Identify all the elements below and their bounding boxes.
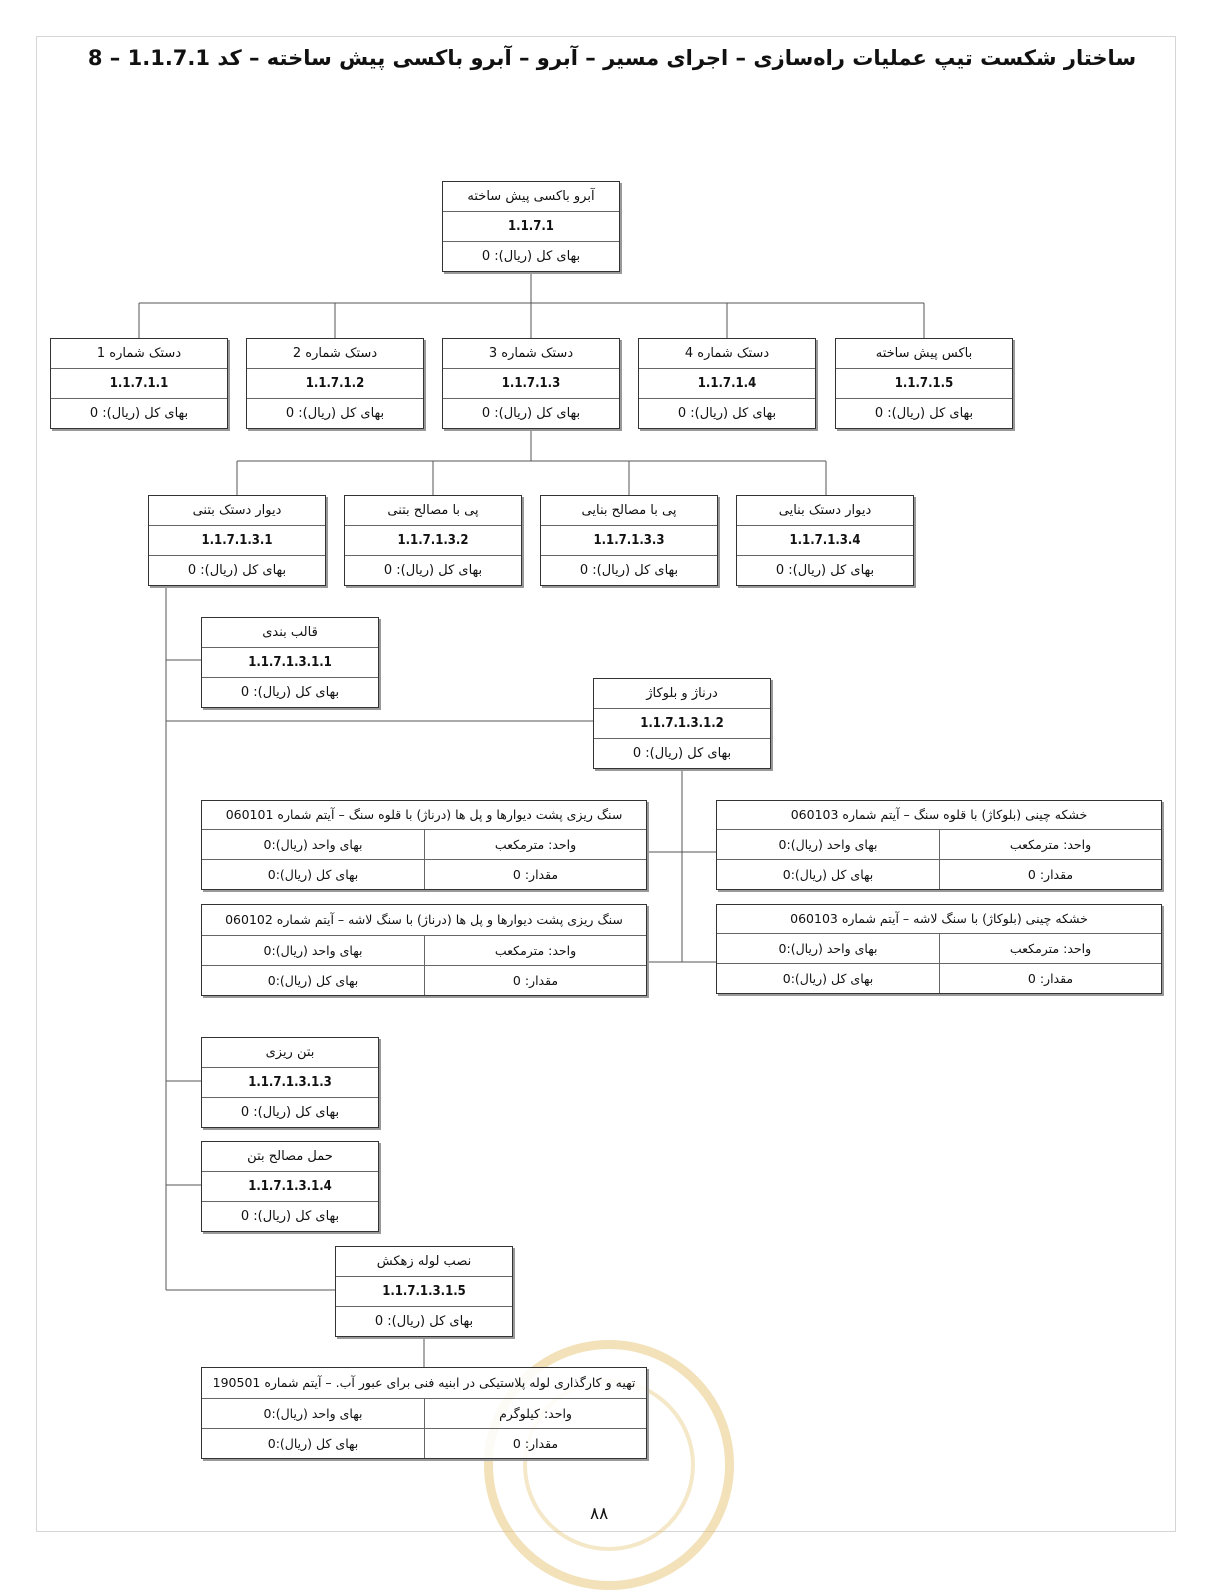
wbs-node-5 xyxy=(835,338,1013,429)
node-name: باکس پیش ساخته xyxy=(836,339,1012,369)
node-code: 1.1.7.1.1 xyxy=(51,369,227,399)
node-code: 1.1.7.1.3.4 xyxy=(737,526,913,556)
node-code: 1.1.7.1.3.1.4 xyxy=(202,1172,378,1202)
wbs-node-3-1-2 xyxy=(593,678,771,769)
wbs-node-3-1-1 xyxy=(201,617,379,708)
node-price: بهای کل (ریال): 0 xyxy=(874,406,974,421)
page-title: ساختار شکست تیپ عملیات راه‌سازی – اجرای مسیر – آبرو – آبرو باکسی پیش ساخته – کد 1.1.7.1 – 8 xyxy=(87,46,1137,70)
node-name: بتن ریزی xyxy=(202,1038,378,1068)
item-unit-price: بهای واحد (ریال):0 xyxy=(202,936,424,966)
node-code: 1.1.7.1.3.3 xyxy=(541,526,717,556)
item-title: خشکه چینی (بلوکاژ) با سنگ لاشه – آیتم شماره 060103 xyxy=(717,905,1161,934)
item-unit: واحد: کیلوگرم xyxy=(424,1399,646,1429)
wbs-node-1 xyxy=(50,338,228,429)
wbs-node-3-1-5 xyxy=(335,1246,513,1337)
node-name: دستک شماره 3 xyxy=(443,339,619,369)
wbs-node-2 xyxy=(246,338,424,429)
item-total: بهای کل (ریال):0 xyxy=(267,1436,359,1451)
node-name: دستک شماره 2 xyxy=(247,339,423,369)
item-unit-price: بهای واحد (ریال):0 xyxy=(717,830,939,860)
node-price: بهای کل (ریال): 0 xyxy=(579,563,679,578)
node-name: قالب بندی xyxy=(202,618,378,648)
node-price: بهای کل (ریال): 0 xyxy=(632,746,732,761)
page-number: ۸۸ xyxy=(590,1504,609,1524)
wbs-node-3-4 xyxy=(736,495,914,586)
node-name: دستک شماره 4 xyxy=(639,339,815,369)
node-code: 1.1.7.1.3.1 xyxy=(149,526,325,556)
wbs-node-3-3 xyxy=(540,495,718,586)
node-name: درناژ و بلوکاژ xyxy=(594,679,770,709)
node-code: 1.1.7.1.2 xyxy=(247,369,423,399)
item-060103-rounded-stone xyxy=(716,800,1162,890)
item-unit: واحد: مترمکعب xyxy=(424,936,646,966)
node-price: بهای کل (ریال): 0 xyxy=(481,249,581,264)
item-unit: واحد: مترمکعب xyxy=(939,934,1161,964)
node-name: پی با مصالح بتنی xyxy=(345,496,521,526)
wbs-node-3 xyxy=(442,338,620,429)
node-price: بهای کل (ریال): 0 xyxy=(383,563,483,578)
wbs-node-3-2 xyxy=(344,495,522,586)
node-price: بهای کل (ریال): 0 xyxy=(240,1105,340,1120)
item-title: سنگ ریزی پشت دیوارها و پل ها (درناژ) با قلوه سنگ – آیتم شماره 060101 xyxy=(202,801,646,830)
node-price: بهای کل (ریال): 0 xyxy=(187,563,287,578)
node-name: دستک شماره 1 xyxy=(51,339,227,369)
node-code: 1.1.7.1.4 xyxy=(639,369,815,399)
item-unit-price: بهای واحد (ریال):0 xyxy=(202,1399,424,1429)
node-name: حمل مصالح بتن xyxy=(202,1142,378,1172)
node-name: آبرو باکسی پیش ساخته xyxy=(443,182,619,212)
item-190501 xyxy=(201,1367,647,1459)
node-code: 1.1.7.1.5 xyxy=(836,369,1012,399)
wbs-node-root xyxy=(442,181,620,272)
item-quantity: مقدار: 0 xyxy=(939,964,1161,993)
item-unit-price: بهای واحد (ریال):0 xyxy=(717,934,939,964)
wbs-node-3-1-4 xyxy=(201,1141,379,1232)
node-code: 1.1.7.1.3.1.3 xyxy=(202,1068,378,1098)
item-total: بهای کل (ریال):0 xyxy=(267,973,359,988)
item-quantity: مقدار: 0 xyxy=(939,860,1161,889)
item-total: بهای کل (ریال):0 xyxy=(782,867,874,882)
item-total: بهای کل (ریال):0 xyxy=(782,971,874,986)
node-code: 1.1.7.1.3 xyxy=(443,369,619,399)
node-price: بهای کل (ریال): 0 xyxy=(374,1314,474,1329)
node-code: 1.1.7.1.3.2 xyxy=(345,526,521,556)
node-name: دیوار دستک بنایی xyxy=(737,496,913,526)
item-quantity: مقدار: 0 xyxy=(424,1429,646,1458)
item-title: خشکه چینی (بلوکاژ) با قلوه سنگ – آیتم شماره 060103 xyxy=(717,801,1161,830)
node-code: 1.1.7.1 xyxy=(443,212,619,242)
node-price: بهای کل (ریال): 0 xyxy=(285,406,385,421)
node-name: دیوار دستک بتنی xyxy=(149,496,325,526)
node-price: بهای کل (ریال): 0 xyxy=(677,406,777,421)
item-quantity: مقدار: 0 xyxy=(424,860,646,889)
item-title: سنگ ریزی پشت دیوارها و پل ها (درناژ) با سنگ لاشه – آیتم شماره 060102 xyxy=(202,905,646,936)
item-060102 xyxy=(201,904,647,996)
item-quantity: مقدار: 0 xyxy=(424,966,646,995)
item-060103-rubble-stone xyxy=(716,904,1162,994)
node-price: بهای کل (ریال): 0 xyxy=(775,563,875,578)
node-price: بهای کل (ریال): 0 xyxy=(481,406,581,421)
node-price: بهای کل (ریال): 0 xyxy=(89,406,189,421)
item-060101 xyxy=(201,800,647,890)
wbs-node-4 xyxy=(638,338,816,429)
wbs-node-3-1-3 xyxy=(201,1037,379,1128)
wbs-node-3-1 xyxy=(148,495,326,586)
node-code: 1.1.7.1.3.1.5 xyxy=(336,1277,512,1307)
node-price: بهای کل (ریال): 0 xyxy=(240,685,340,700)
item-unit: واحد: مترمکعب xyxy=(939,830,1161,860)
node-name: نصب لوله زهکش xyxy=(336,1247,512,1277)
node-price: بهای کل (ریال): 0 xyxy=(240,1209,340,1224)
node-code: 1.1.7.1.3.1.1 xyxy=(202,648,378,678)
item-unit: واحد: مترمکعب xyxy=(424,830,646,860)
item-unit-price: بهای واحد (ریال):0 xyxy=(202,830,424,860)
item-title: تهیه و کارگذاری لوله پلاستیکی در ابنیه فنی برای عبور آب. – آیتم شماره 190501 xyxy=(202,1368,646,1399)
item-total: بهای کل (ریال):0 xyxy=(267,867,359,882)
node-name: پی با مصالح بنایی xyxy=(541,496,717,526)
node-code: 1.1.7.1.3.1.2 xyxy=(594,709,770,739)
